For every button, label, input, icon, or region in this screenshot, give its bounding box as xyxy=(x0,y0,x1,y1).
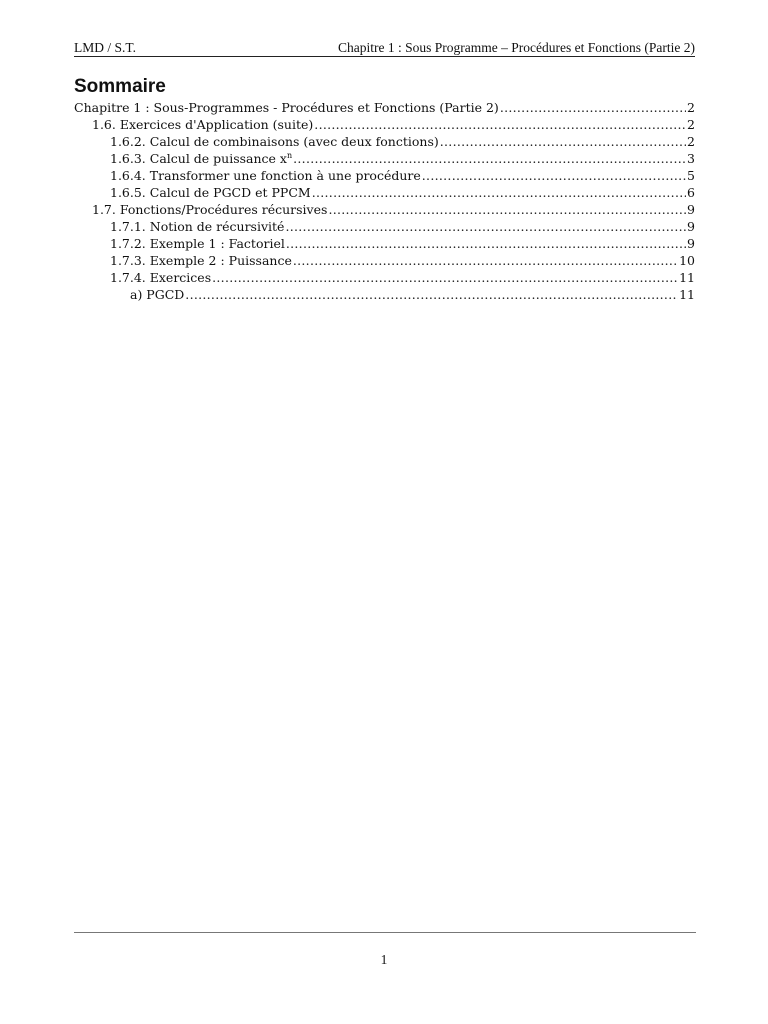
toc-entry-superscript: n xyxy=(286,151,293,160)
toc-dot-leader xyxy=(440,133,686,150)
toc-dot-leader xyxy=(293,150,686,167)
toc-entry-label-text: Chapitre 1 : Sous-Programmes - Procédures et Fonctions (Partie 2) xyxy=(74,100,499,115)
toc-entry-label xyxy=(110,133,439,150)
toc-entry-label xyxy=(74,99,499,116)
toc-entry-label-text: 1.7.2. Exemple 1 : Factoriel xyxy=(110,236,285,251)
toc-entry[interactable] xyxy=(74,286,695,303)
toc-entry[interactable] xyxy=(74,218,695,235)
toc-entry-label xyxy=(110,150,292,167)
toc-dot-leader xyxy=(328,201,686,218)
toc-entry-label-text: 1.7.4. Exercices xyxy=(110,270,212,285)
toc-entry[interactable] xyxy=(74,116,695,133)
toc-entry-page-number: 9 xyxy=(687,202,695,217)
toc-entry[interactable] xyxy=(74,133,695,150)
toc-entry-label xyxy=(130,286,184,303)
toc-dot-leader xyxy=(312,184,686,201)
toc-entry[interactable] xyxy=(74,235,695,252)
toc-entry-label-text: a) PGCD xyxy=(130,287,185,302)
toc-entry-label xyxy=(110,184,311,201)
toc-entry-page-number: 2 xyxy=(687,100,695,115)
toc-entry-page-number: 11 xyxy=(679,270,695,285)
toc-entry-page-number: 9 xyxy=(687,219,695,234)
toc-entry-label-text: 1.7.1. Notion de récursivité xyxy=(110,219,285,234)
toc-entry-label xyxy=(92,116,313,133)
table-of-contents xyxy=(74,99,695,303)
page-number: 1 xyxy=(380,952,388,967)
toc-dot-leader xyxy=(500,99,686,116)
toc-entry-label-text: 1.6.4. Transformer une fonction à une procédure xyxy=(110,168,421,183)
footer-divider xyxy=(74,932,696,933)
toc-entry-label-text: 1.6.3. Calcul de puissance x xyxy=(110,151,287,166)
toc-dot-leader xyxy=(185,286,678,303)
toc-entry[interactable] xyxy=(74,184,695,201)
toc-entry-page-number: 3 xyxy=(687,151,695,166)
header-chapter-title: Chapitre 1 : Sous Programme – Procédures et Fonctions (Partie 2) xyxy=(338,40,695,55)
toc-dot-leader xyxy=(422,167,686,184)
page-header xyxy=(74,39,695,57)
toc-entry-label-text: 1.6.2. Calcul de combinaisons (avec deux fonctions) xyxy=(110,134,439,149)
toc-entry[interactable] xyxy=(74,252,695,269)
toc-dot-leader xyxy=(293,252,678,269)
toc-dot-leader xyxy=(314,116,686,133)
toc-entry-page-number: 6 xyxy=(687,185,695,200)
toc-entry-label xyxy=(92,201,327,218)
toc-entry-page-number: 2 xyxy=(687,134,695,149)
toc-entry[interactable] xyxy=(74,150,695,167)
toc-dot-leader xyxy=(286,235,686,252)
toc-dot-leader xyxy=(212,269,678,286)
toc-entry-label-text: 1.6.5. Calcul de PGCD et PPCM xyxy=(110,185,311,200)
toc-entry-page-number: 5 xyxy=(687,168,695,183)
toc-title: Sommaire xyxy=(74,76,166,97)
toc-entry-label-text: 1.6. Exercices d'Application (suite) xyxy=(92,117,314,132)
toc-dot-leader xyxy=(285,218,686,235)
toc-entry-label xyxy=(110,235,285,252)
header-course-label: LMD / S.T. xyxy=(74,40,137,55)
toc-entry-label xyxy=(110,252,292,269)
toc-entry[interactable] xyxy=(74,269,695,286)
toc-entry-label xyxy=(110,269,211,286)
toc-entry-page-number: 2 xyxy=(687,117,695,132)
toc-entry-label xyxy=(110,167,421,184)
toc-entry-label xyxy=(110,218,284,235)
toc-entry-page-number: 10 xyxy=(679,253,695,268)
toc-entry-page-number: 11 xyxy=(679,287,695,302)
toc-entry[interactable] xyxy=(74,167,695,184)
toc-entry-label-text: 1.7. Fonctions/Procédures récursives xyxy=(92,202,328,217)
toc-entry-label-text: 1.7.3. Exemple 2 : Puissance xyxy=(110,253,292,268)
toc-entry-page-number: 9 xyxy=(687,236,695,251)
toc-entry[interactable] xyxy=(74,99,695,116)
toc-entry[interactable] xyxy=(74,201,695,218)
